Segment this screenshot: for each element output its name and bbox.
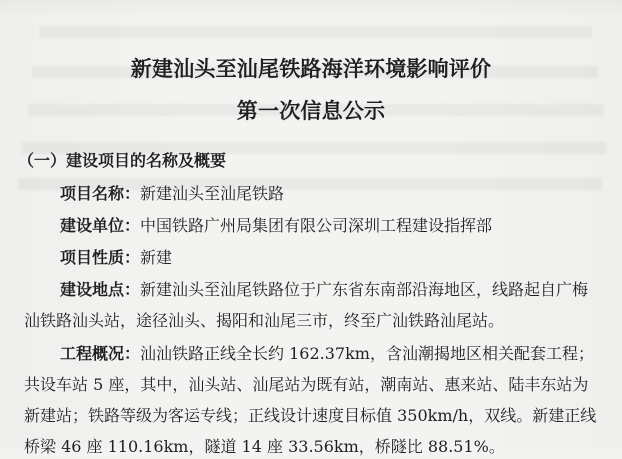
project-name-value: 新建汕头至汕尾铁路 <box>140 184 285 203</box>
project-name-row <box>60 182 284 206</box>
document-title-line-1: 新建汕头至汕尾铁路海洋环境影响评价 <box>130 56 492 81</box>
section-heading: （一）建设项目的名称及概要 <box>18 151 227 170</box>
overview-value-line-1: 汕汕铁路正线全长约 162.37km，含汕潮揭地区相关配套工程； <box>140 344 594 363</box>
project-name-label: 项目名称： <box>60 184 141 203</box>
show-through-text <box>40 26 592 38</box>
nature-label: 项目性质： <box>60 248 141 267</box>
overview-row-1 <box>60 342 594 366</box>
builder-value: 中国铁路广州局集团有限公司深圳工程建设指挥部 <box>140 216 493 235</box>
location-value-line-2: 汕铁路汕头站，途径汕头、揭阳和汕尾三市，终至广汕铁路汕尾站。 <box>24 311 505 330</box>
overview-value-line-2: 共设车站 5 座，其中，汕头站、汕尾站为既有站，潮南站、惠来站、陆丰东站为 <box>24 375 589 394</box>
builder-row <box>60 214 492 238</box>
overview-label: 工程概况： <box>60 344 141 363</box>
document-title-line-2: 第一次信息公示 <box>236 98 386 123</box>
overview-value-line-3: 新建站；铁路等级为客运专线；正线设计速度目标值 350km/h，双线。新建正线 <box>24 406 597 425</box>
location-value-line-1: 新建汕头至汕尾铁路位于广东省东南部沿海地区，线路起自广梅 <box>140 280 589 299</box>
nature-value: 新建 <box>140 248 173 267</box>
nature-row <box>60 246 172 270</box>
overview-value-line-4: 桥梁 46 座 110.16km，隧道 14 座 33.56km，桥隧比 88.51%。 <box>24 437 505 456</box>
location-row-1 <box>60 278 588 302</box>
location-label: 建设地点： <box>60 280 141 299</box>
builder-label: 建设单位： <box>60 216 141 235</box>
